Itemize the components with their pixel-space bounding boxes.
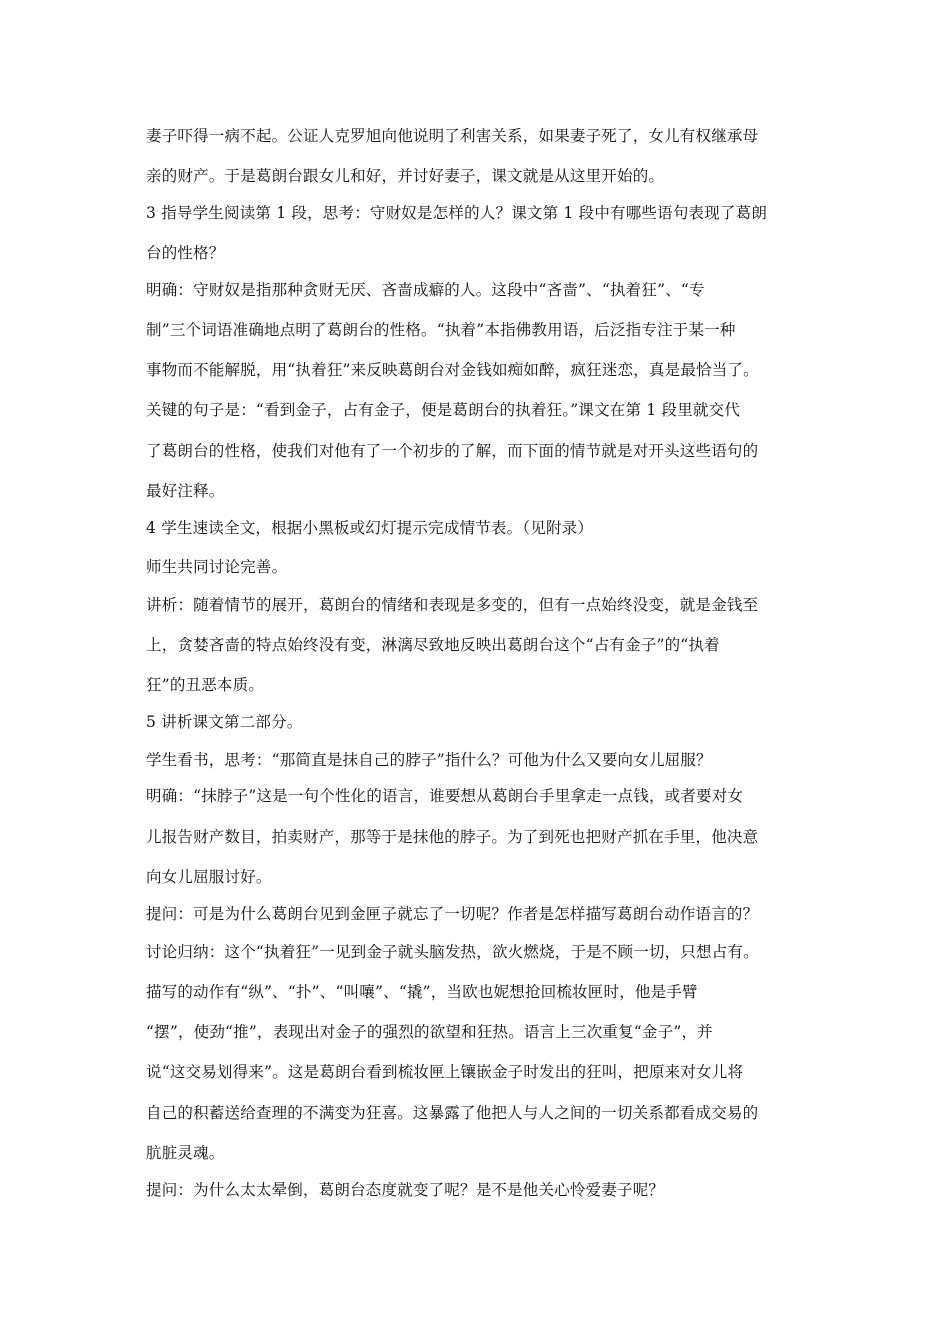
text-line: 狂”的丑恶本质。 [146,676,265,694]
text-line: 讲析：随着情节的展开，葛朗台的情绪和表现是多变的，但有一点始终没变，就是金钱至 [146,596,759,614]
text-line: 关键的句子是：“看到金子，占有金子，便是葛朗台的执着狂。”课文在第 1 段里就交代 [146,401,741,419]
text-line: 制”三个词语准确地点明了葛朗台的性格。“执着”本指佛教用语，后泛指专注于某一种 [146,321,736,339]
text-line: 明确：守财奴是指那种贪财无厌、吝啬成癖的人。这段中“吝啬”、“执着狂”、“专 [146,281,705,299]
text-line: 儿报告财产数目，拍卖财产，那等于是抹他的脖子。为了到死也把财产抓在手里，他决意 [146,828,759,846]
text-line: 学生看书，思考：“那简直是抹自己的脖子”指什么？可他为什么又要向女儿屈服？ [146,751,712,769]
text-line: 最好注释。 [146,482,225,500]
text-line: 事物而不能解脱，用“执着狂”来反映葛朗台对金钱如痴如醉，疯狂迷恋，真是最恰当了。 [146,361,759,379]
text-line: 5 讲析课文第二部分。 [146,713,303,731]
text-line: 了葛朗台的性格，使我们对他有了一个初步的了解，而下面的情节就是对开头这些语句的 [146,442,759,460]
text-line: 说“这交易划得来”。这是葛朗台看到梳妆匣上镶嵌金子时发出的狂叫，把原来对女儿将 [146,1063,744,1081]
text-line: 描写的动作有“纵”、“扑”、“叫嚷”、“撬”，当欧也妮想抢回梳妆匣时，他是手臂 [146,983,698,1001]
text-line: 师生共同讨论完善。 [146,558,288,576]
text-line: 妻子吓得一病不起。公证人克罗旭向他说明了利害关系，如果妻子死了，女儿有权继承母 [146,127,759,145]
text-line: “摆”，使劲“推”，表现出对金子的强烈的欲望和狂热。语言上三次重复“金子”，并 [146,1023,713,1041]
text-line: 提问：为什么太太晕倒，葛朗台态度就变了呢？是不是他关心怜爱妻子呢？ [146,1181,665,1199]
text-line: 明确：“抹脖子”这是一句个性化的语言，谁要想从葛朗台手里拿走一点钱，或者要对女 [146,787,744,805]
text-line: 提问：可是为什么葛朗台见到金匣子就忘了一切呢？作者是怎样描写葛朗台动作语言的？ [146,905,759,923]
text-line: 自己的积蓄送给查理的不满变为狂喜。这暴露了他把人与人之间的一切关系都看成交易的 [146,1104,759,1122]
text-line: 4 学生速读全文，根据小黑板或幻灯提示完成情节表。（见附录） [146,519,594,537]
text-line: 肮脏灵魂。 [146,1144,225,1162]
text-line: 台的性格？ [146,244,225,262]
text-line: 亲的财产。于是葛朗台跟女儿和好，并讨好妻子，课文就是从这里开始的。 [146,167,665,185]
text-line: 向女儿屈服讨好。 [146,868,272,886]
text-line: 讨论归纳：这个“执着狂”一见到金子就头脑发热，欲火燃烧，于是不顾一切，只想占有。 [146,943,759,961]
text-line: 3 指导学生阅读第 1 段，思考：守财奴是怎样的人？课文第 1 段中有哪些语句表现了葛朗 [146,204,768,222]
text-line: 上，贪婪吝啬的特点始终没有变，淋漓尽致地反映出葛朗台这个“占有金子”的“执着 [146,636,720,654]
